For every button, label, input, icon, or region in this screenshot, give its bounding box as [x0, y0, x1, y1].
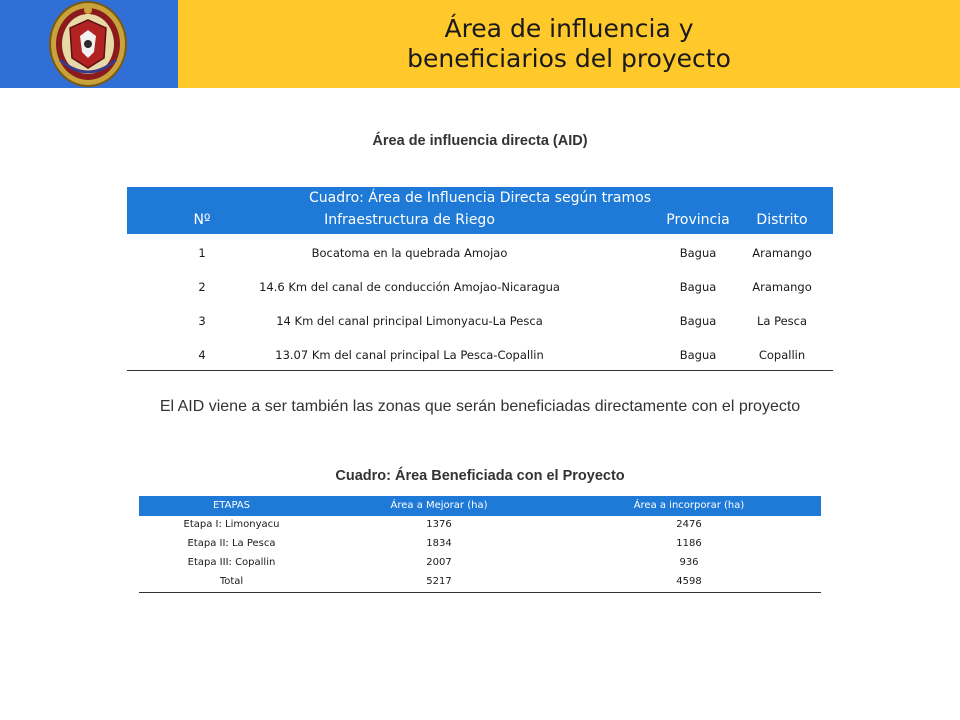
cell-provincia: Bagua — [679, 314, 717, 328]
col-header-distrito: Distrito — [756, 212, 808, 228]
cell-infraestructura: Bocatoma en la quebrada Amojao — [311, 246, 508, 260]
table-row — [139, 516, 821, 535]
logo-box — [0, 0, 178, 88]
title-line-2: beneficiarios del proyecto — [407, 44, 731, 73]
cell-area-mejorar: 1376 — [426, 519, 452, 530]
col-header-no: Nº — [193, 212, 211, 228]
university-crest-icon — [40, 0, 136, 88]
cell-provincia: Bagua — [679, 246, 717, 260]
beneficiaries-table-body — [139, 516, 821, 593]
col-header-infraestructura: Infraestructura de Riego — [324, 212, 495, 228]
cell-area-incorporar: 1186 — [676, 538, 702, 549]
cell-infraestructura: 14.6 Km del canal de conducción Amojao-Nicaragua — [259, 280, 560, 294]
beneficiaries-heading: Cuadro: Área Beneficiada con el Proyecto — [335, 468, 625, 484]
cell-etapa: Etapa II: La Pesca — [187, 538, 276, 549]
aid-note: El AID viene a ser también las zonas que serán beneficiadas directamente con el proyecto — [159, 398, 801, 415]
title-line-1: Área de influencia y — [444, 14, 694, 43]
table-row — [127, 336, 833, 370]
aid-table-body — [127, 234, 833, 371]
aid-table-caption: Cuadro: Área de Influencia Directa según tramos — [309, 190, 651, 206]
table-row — [127, 302, 833, 336]
cell-no: 1 — [198, 246, 206, 260]
cell-provincia: Bagua — [679, 280, 717, 294]
cell-infraestructura: 13.07 Km del canal principal La Pesca-Copallin — [275, 348, 544, 362]
cell-area-mejorar: 2007 — [426, 557, 452, 568]
cell-etapa: Total — [219, 576, 244, 587]
cell-area-mejorar: 1834 — [426, 538, 452, 549]
cell-area-incorporar: 4598 — [676, 576, 702, 587]
col-header-etapas: ETAPAS — [212, 500, 251, 511]
cell-infraestructura: 14 Km del canal principal Limonyacu-La Pesca — [276, 314, 543, 328]
col-header-provincia: Provincia — [666, 212, 730, 228]
table-row — [139, 554, 821, 573]
cell-no: 3 — [198, 314, 206, 328]
cell-distrito: La Pesca — [756, 314, 808, 328]
page-title — [178, 14, 960, 74]
cell-no: 4 — [198, 348, 206, 362]
beneficiaries-table — [139, 496, 821, 593]
cell-provincia: Bagua — [679, 348, 717, 362]
cell-no: 2 — [198, 280, 206, 294]
cell-area-incorporar: 2476 — [676, 519, 702, 530]
aid-heading: Área de influencia directa (AID) — [372, 133, 588, 149]
cell-etapa: Etapa III: Copallin — [187, 557, 276, 568]
cell-distrito: Aramango — [752, 280, 812, 294]
cell-distrito: Copallin — [758, 348, 806, 362]
col-header-area-incorporar: Área a incorporar (ha) — [633, 500, 745, 511]
beneficiaries-table-header — [139, 496, 821, 516]
table-row-total — [139, 573, 821, 592]
cell-distrito: Aramango — [752, 246, 812, 260]
col-header-area-mejorar: Área a Mejorar (ha) — [390, 500, 488, 511]
aid-table-header — [127, 187, 833, 234]
table-row — [139, 535, 821, 554]
cell-area-mejorar: 5217 — [426, 576, 452, 587]
cell-etapa: Etapa I: Limonyacu — [183, 519, 280, 530]
table-row — [127, 234, 833, 268]
cell-area-incorporar: 936 — [679, 557, 699, 568]
table-row — [127, 268, 833, 302]
aid-table — [127, 187, 833, 371]
header-band — [0, 0, 960, 88]
